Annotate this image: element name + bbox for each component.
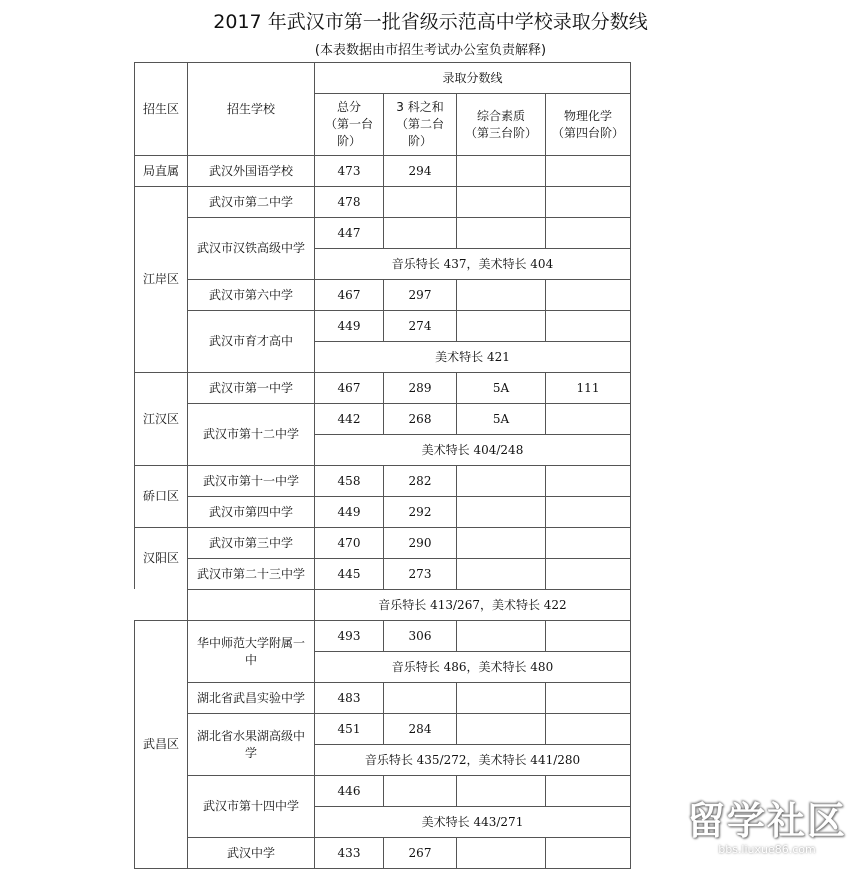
score-total: 449	[337, 318, 361, 333]
district-cell: 汉阳区	[142, 551, 179, 565]
score-three: 274	[408, 318, 432, 333]
score-total: 458	[337, 473, 361, 488]
score-quality: 5A	[492, 411, 510, 426]
school-cell: 武汉市第四中学	[208, 504, 293, 519]
col-line	[456, 465, 457, 589]
district-cell: 江岸区	[142, 272, 179, 286]
header-district: 招生区	[142, 101, 179, 116]
school-cell: 武汉市第二中学	[208, 194, 293, 209]
header-three-line: 阶）	[407, 134, 432, 148]
col-line	[545, 682, 546, 744]
col-line	[456, 837, 457, 869]
score-total: 433	[337, 845, 361, 860]
special-talent-line: 美术特长 443/271	[421, 814, 524, 829]
score-three: 306	[408, 628, 432, 643]
score-three: 273	[408, 566, 432, 581]
header-physics-chemistry	[546, 94, 630, 155]
header-three-line: （第二台	[395, 117, 444, 131]
district-cell: 硚口区	[142, 489, 179, 503]
score-total: 442	[337, 411, 361, 426]
col-line	[545, 465, 546, 589]
header-physics-line: （第四台阶）	[551, 125, 624, 140]
school-cell: 武汉中学	[226, 845, 275, 860]
score-total: 473	[337, 163, 361, 178]
col-line	[456, 775, 457, 806]
score-quality: 5A	[492, 380, 510, 395]
col-line	[456, 279, 457, 341]
school-name-line: 湖北省水果湖高级中	[196, 728, 305, 743]
score-three: 297	[408, 287, 432, 302]
header-total-line: （第一台	[324, 117, 373, 131]
score-physics-chemistry: 111	[576, 380, 600, 395]
school-cell	[188, 621, 314, 682]
page-subtitle: (本表数据由市招生考试办公室负责解释)	[314, 43, 547, 58]
watermark-url: bbs.liuxue86.com	[718, 843, 816, 856]
header-three-line: 3 科之和	[396, 100, 444, 114]
special-talent-line: 音乐特长 435/272，美术特长 441/280	[364, 752, 581, 767]
score-three: 292	[408, 504, 432, 519]
school-name-line: 华中师范大学附属一	[196, 635, 305, 650]
district-cell: 江汉区	[142, 411, 179, 426]
score-total: 467	[337, 380, 361, 395]
col-line	[545, 620, 546, 651]
header-score-group: 录取分数线	[442, 70, 503, 85]
school-cell: 武汉市第十四中学	[202, 799, 299, 813]
score-total: 483	[337, 690, 361, 705]
header-quality	[457, 94, 545, 155]
score-total: 449	[337, 504, 361, 519]
watermark-logo: 留学社区	[686, 799, 847, 843]
special-talent-line: 美术特长 404/248	[421, 442, 524, 457]
score-three: 267	[408, 845, 432, 860]
score-total: 447	[337, 225, 361, 240]
table-border-right	[630, 62, 631, 869]
school-cell: 武汉市汉铁高级中学	[196, 241, 305, 255]
header-school: 招生学校	[226, 101, 275, 116]
score-three: 282	[408, 473, 432, 488]
col-line	[456, 620, 457, 651]
score-three: 289	[408, 380, 432, 395]
special-talent-line: 美术特长 421	[435, 349, 510, 364]
special-talent-line: 音乐特长 413/267，美术特长 422	[378, 597, 567, 612]
col-line	[383, 775, 384, 806]
school-cell: 武汉市第十一中学	[202, 473, 299, 488]
header-physics-line: 物理化学	[563, 108, 612, 123]
school-cell	[188, 714, 314, 775]
score-three: 294	[408, 163, 432, 178]
special-talent-line: 音乐特长 486，美术特长 480	[391, 659, 554, 674]
score-three: 268	[408, 411, 432, 426]
score-three: 290	[408, 535, 432, 550]
school-name-line: 学	[244, 745, 257, 760]
school-cell: 武汉市第一中学	[208, 380, 293, 395]
score-total: 445	[337, 566, 361, 581]
school-cell: 武汉市第十二中学	[202, 427, 299, 441]
score-three: 284	[408, 721, 432, 736]
school-cell: 湖北省武昌实验中学	[196, 690, 305, 705]
school-cell: 武汉市第二十三中学	[196, 566, 305, 581]
col-line	[545, 279, 546, 341]
score-total: 451	[337, 721, 361, 736]
school-cell: 武汉市第六中学	[208, 287, 293, 302]
special-talent-line: 音乐特长 437，美术特长 404	[391, 256, 554, 271]
school-cell: 武汉市第三中学	[208, 535, 293, 550]
school-cell: 武汉市育才高中	[208, 334, 293, 348]
district-cell: 局直属	[142, 163, 179, 178]
header-quality-line: （第三台阶）	[464, 125, 537, 140]
header-total	[315, 94, 383, 155]
score-total: 446	[337, 783, 361, 798]
page-title: 2017 年武汉市第一批省级示范高中学校录取分数线	[213, 11, 648, 33]
header-three-subjects	[384, 94, 456, 155]
header-total-line: 阶）	[336, 134, 361, 148]
col-line	[545, 775, 546, 806]
school-name-line: 中	[244, 652, 257, 667]
district-cell: 武昌区	[142, 737, 179, 751]
score-total: 493	[337, 628, 361, 643]
score-total: 467	[337, 287, 361, 302]
col-line	[545, 837, 546, 869]
col-line	[456, 682, 457, 744]
header-quality-line: 综合素质	[476, 108, 525, 123]
score-total: 478	[337, 194, 361, 209]
school-cell: 武汉外国语学校	[208, 163, 293, 178]
header-total-line: 总分	[336, 100, 361, 114]
score-total: 470	[337, 535, 361, 550]
